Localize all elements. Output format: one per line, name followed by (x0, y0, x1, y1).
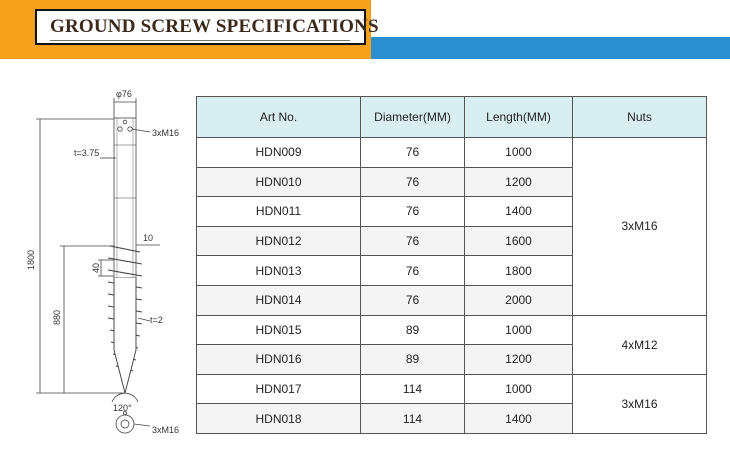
cell-nuts: 4xM12 (573, 315, 707, 374)
cell-art-no: HDN010 (197, 167, 361, 197)
cell-diameter: 89 (361, 315, 465, 345)
ground-screw-drawing (0, 80, 190, 451)
cell-diameter: 76 (361, 256, 465, 286)
cell-diameter: 76 (361, 226, 465, 256)
cell-diameter: 76 (361, 138, 465, 168)
cell-art-no: HDN015 (197, 315, 361, 345)
cell-length: 1000 (465, 374, 573, 404)
cell-diameter: 76 (361, 197, 465, 227)
cell-art-no: HDN014 (197, 285, 361, 315)
cell-art-no: HDN018 (197, 404, 361, 434)
cell-length: 1200 (465, 167, 573, 197)
total-length-label: 1800 (26, 249, 36, 270)
cell-length: 2000 (465, 285, 573, 315)
pitch-label: 40 (91, 262, 101, 273)
cell-nuts: 3xM16 (573, 374, 707, 433)
table-row (197, 138, 707, 168)
cell-nuts: 3xM16 (573, 138, 707, 316)
cell-art-no: HDN016 (197, 345, 361, 375)
cell-diameter: 89 (361, 345, 465, 375)
table-header-row (197, 97, 707, 138)
bottom-nuts-label: 3xM16 (152, 425, 180, 435)
table-row (197, 374, 707, 404)
page-title: GROUND SCREW SPECIFICATIONS (50, 16, 379, 37)
cell-length: 1000 (465, 315, 573, 345)
cell-length: 1400 (465, 197, 573, 227)
cell-length: 1400 (465, 404, 573, 434)
cell-art-no: HDN011 (197, 197, 361, 227)
cell-length: 1800 (465, 256, 573, 286)
cell-art-no: HDN017 (197, 374, 361, 404)
header-length: Length(MM) (465, 97, 573, 138)
cell-length: 1600 (465, 226, 573, 256)
specifications-table (196, 96, 707, 434)
wall-thickness-label: t=3.75 (74, 148, 100, 158)
top-nuts-label: 3xM16 (152, 128, 180, 138)
header-banner-blue (371, 37, 730, 59)
header-diameter: Diameter(MM) (361, 97, 465, 138)
flight-start-label: 10 (143, 233, 154, 243)
blade-thickness-label: t=2 (150, 315, 163, 325)
cell-diameter: 76 (361, 167, 465, 197)
cell-diameter: 114 (361, 404, 465, 434)
cell-diameter: 76 (361, 285, 465, 315)
title-underline (50, 40, 350, 41)
cell-art-no: HDN013 (197, 256, 361, 286)
top-diameter-label: φ76 (116, 89, 132, 99)
cell-diameter: 114 (361, 374, 465, 404)
cell-length: 1000 (465, 138, 573, 168)
header-art-no: Art No. (197, 97, 361, 138)
angle-label: 120° (113, 403, 132, 413)
cell-art-no: HDN012 (197, 226, 361, 256)
header-nuts: Nuts (573, 97, 707, 138)
cell-length: 1200 (465, 345, 573, 375)
table-row (197, 315, 707, 345)
cell-art-no: HDN009 (197, 138, 361, 168)
thread-length-label: 880 (52, 309, 62, 325)
